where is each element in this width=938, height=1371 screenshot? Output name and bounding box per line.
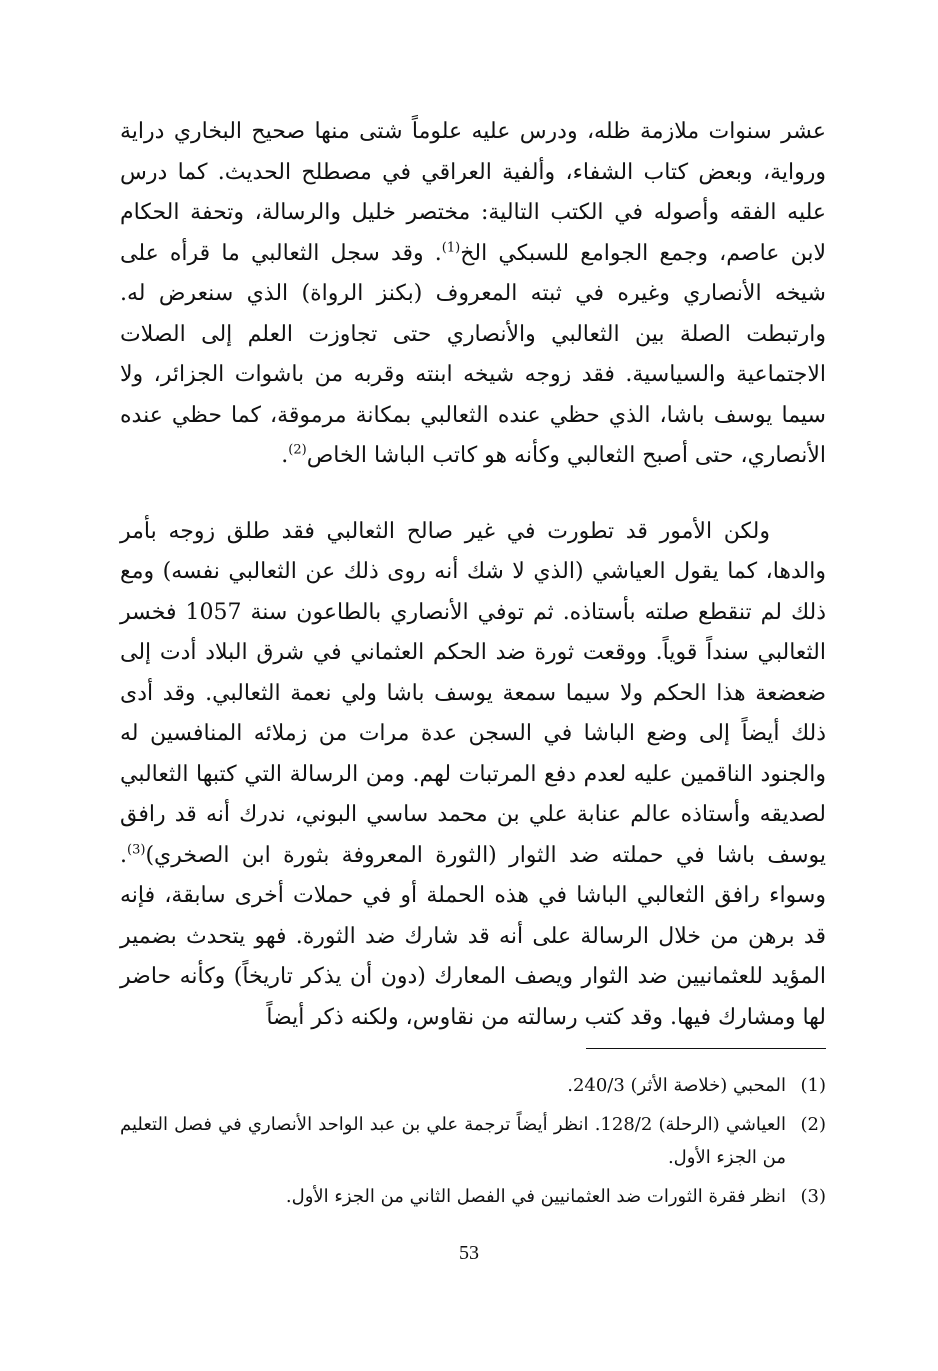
paragraph-1 xyxy=(120,112,826,477)
paragraph-1-text-a: عشر سنوات ملازمة ظله، ودرس عليه علوماً شتى منها صحيح البخاري دراية ورواية، وبعض كتاب الشفاء، وألفية العراقي في مصطلح الحديث. كما درس عليه الفقه وأصوله في الكتب التالية: مختصر خليل والرسالة، وتحفة الحكام لابن عاصم، وجمع الجوامع للسبكي الخ xyxy=(120,119,827,266)
footnotes xyxy=(120,1069,826,1213)
paragraph-2-text-a: ولكن الأمور قد تطورت في غير صالح الثعالبي فقد طلق زوجه بأمر والدها، كما يقول العياشي (الذي لا شك أنه روى ذلك عن الثعالبي نفسه) ومع ذلك لم تنقطع صلته بأستاذه. ثم توفي الأنصاري بالطاعون سنة 1057 فخسر الثعالبي سنداً قوياً. ووقعت ثورة ضد الحكم العثماني في شرق البلاد أدت إلى ضعضعة هذا الحكم ولا سيما سمعة يوسف باشا ولي نعمة الثعالبي. وقد أدى ذلك أيضاً إلى وضع الباشا في السجن عدة مرات من زملائه المنافسين له والجنود الناقمين عليه لعدم دفع المرتبات لهم. ومن الرسالة التي كتبها الثعالبي لصديقه وأستاذه عالم عنابة علي بن محمد ساسي البوني، ندرك أنه قد رافق يوسف باشا في حملته ضد الثوار (الثورة المعروفة بثورة ابن الصخري) xyxy=(120,518,826,868)
paragraph-2-text-b: . وسواء رافق الثعالبي الباشا في هذه الحملة أو في حملات أخرى سابقة، فإنه قد برهن من خلال الرسالة على أنه قد شارك ضد الثورة. فهو يتحدث بضمير المؤيد للعثمانيين ضد الثوار ويصف المعارك (دون أن يذكر تاريخاً) وكأنه حاضر لها ومشارك فيها. وقد كتب رسالته من نقاوس، ولكنه ذكر أيضاً xyxy=(120,842,827,1030)
footnote-divider xyxy=(586,1048,826,1049)
paragraph-2 xyxy=(120,512,826,1039)
footnote-number: (3) xyxy=(800,1186,826,1207)
page-number: 53 xyxy=(459,1242,479,1264)
footnote-text: العياشي (الرحلة) 128/2. انظر أيضاً ترجمة علي بن عبد الواحد الأنصاري في فصل التعليم من الجزء الأول. xyxy=(120,1114,786,1168)
footnote-text: انظر فقرة الثورات ضد العثمانيين في الفصل الثاني من الجزء الأول. xyxy=(285,1186,786,1207)
footnote-number: (1) xyxy=(800,1075,826,1096)
footnote-text: المحبي (خلاصة الأثر) 240/3. xyxy=(567,1075,786,1096)
paragraph-1-text-b: . وقد سجل الثعالبي ما قرأه على شيخه الأنصاري وغيره في ثبته المعروف (بكنز الرواة) الذي سنعرض له. وارتبطت الصلة بين الثعالبي والأنصاري حتى تجاوزت العلم إلى الصلات الاجتماعية والسياسية. فقد زوجه شيخه ابنته وقربه من باشوات الجزائر، ولا سيما يوسف باشا، الذي حظي عنده الثعالبي بمكانة مرموقة، كما حظي عنده الأنصاري، حتى أصبح الثعالبي وكأنه هو كاتب الباشا الخاص xyxy=(120,240,826,468)
paragraph-1-text-c: . xyxy=(281,443,289,468)
footnote-ref-1: (1) xyxy=(441,240,461,256)
footnote-ref-3: (3) xyxy=(127,842,146,858)
footnote-item xyxy=(120,1069,826,1102)
footnote-item xyxy=(120,1180,826,1213)
footnote-item xyxy=(120,1108,826,1174)
footnote-ref-2: (2) xyxy=(288,442,307,458)
page-body xyxy=(120,112,826,1219)
footnote-number: (2) xyxy=(800,1114,826,1135)
